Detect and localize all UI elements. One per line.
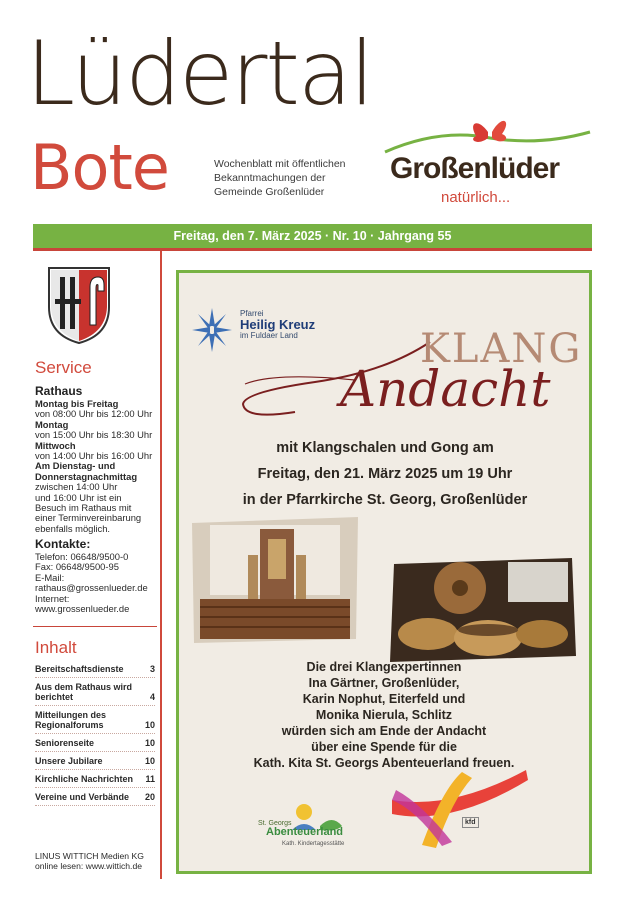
poster-description-line: Die drei Klangexpertinnen [306,660,462,674]
toc-label: Unsere Jubilare [35,756,103,766]
municipality-name: Großenlüder [390,152,560,185]
parish-label: Pfarrei [240,309,264,318]
hours-line: zwischen 14:00 Uhr [35,481,118,493]
event-info-line: mit Klangschalen und Gong am [276,440,494,456]
service-heading: Service [35,358,92,377]
hours-line: Besuch im Rathaus mit [35,502,132,514]
toc-label: Vereine und Verbände [35,792,130,802]
poster-description-line: über eine Spende für die [311,740,457,754]
hours-line: und 16:00 Uhr ist ein [35,491,122,503]
poster-description-line: würden sich am Ende der Andacht [281,724,487,738]
toc-page: 10 [144,738,155,748]
poster-klang: KLANG [420,326,583,372]
toc-label: Aus dem Rathaus wird berichtet [35,682,133,702]
masthead-title: Lüdertal [26,22,373,125]
toc-item[interactable] [35,678,155,706]
fax-number: Fax: 06648/9500-95 [35,561,119,573]
publisher-website[interactable]: online lesen: www.wittich.de [35,861,142,871]
hours-line: einer Terminvereinbarung [35,512,142,524]
kontakte-heading: Kontakte: [35,537,91,551]
colorful-swoosh-icon [392,770,532,850]
event-info-line: in der Pfarrkirche St. Georg, Großenlüder [242,492,528,508]
toc-page: 20 [144,792,155,802]
municipality-slogan: natürlich... [441,189,511,206]
toc-page: 10 [144,756,155,766]
kontakte-list [35,552,157,614]
masthead-tagline [214,157,374,199]
divider [33,248,592,251]
toc-item[interactable] [35,734,155,752]
poster-description-line: Monika Nierula, Schlitz [315,708,453,722]
poster-description-line: Kath. Kita St. Georgs Abenteuerland freuen. [253,756,515,770]
parish-title: Heilig Kreuz [240,317,316,332]
toc-label: Bereitschaftsdienste [35,664,124,674]
kita-name: Abenteuerland [266,826,344,838]
phone-number: Telefon: 06648/9500-0 [35,551,129,562]
rathaus-heading: Rathaus [35,384,83,398]
toc-page: 3 [149,664,155,674]
kfd-logo: kfd [462,817,479,828]
toc-label: Mitteilungen des Regionalforums [35,710,107,730]
coat-of-arms-icon [46,265,112,345]
singing-bowls-image [388,556,578,666]
toc-item[interactable] [35,752,155,770]
toc-item[interactable] [35,706,155,734]
table-of-contents [35,660,155,806]
tagline-line: Wochenblatt mit öffentlichen [214,158,346,170]
parish-region: im Fuldaer Land [240,331,298,340]
publisher-footer [35,851,144,871]
kita-label: St. Georgs [258,820,292,827]
hours-line: ebenfalls möglich. [35,522,111,534]
website-link[interactable]: www.grossenlueder.de [35,603,130,615]
event-info-line: Freitag, den 21. März 2025 um 19 Uhr [257,466,513,482]
publisher-name: LINUS WITTICH Medien KG [35,851,144,861]
toc-label: Kirchliche Nachrichten [35,774,134,784]
toc-page: 10 [144,720,155,730]
hours-line: von 15:00 Uhr bis 18:30 Uhr [35,429,153,441]
hours-line: Donnerstagnachmittag [35,470,138,482]
toc-item[interactable] [35,660,155,678]
issue-date-bar: Freitag, den 7. März 2025 · Nr. 10 · Jahrgang 55 [33,224,592,248]
poster-andacht: Andacht [340,360,551,418]
poster-description-line: Ina Gärtner, Großenlüder, [308,676,460,690]
municipality-logo [380,110,595,210]
tagline-line: Gemeinde Großenlüder [214,186,325,198]
column-divider [160,251,162,879]
email-label: E-Mail: [35,571,65,583]
hours-line: Mittwoch [35,439,76,451]
hours-line: von 14:00 Uhr bis 16:00 Uhr [35,450,153,462]
toc-item[interactable] [35,788,155,806]
hours-line: von 08:00 Uhr bis 12:00 Uhr [35,408,153,420]
poster-description-line: Karin Nophut, Eiterfeld und [302,692,466,706]
hours-line: Am Dienstag- und [35,460,116,472]
kita-subtitle: Kath. Kindertagesstätte [282,841,345,847]
internet-label: Internet: [35,592,70,604]
parish-sun-icon [190,306,234,354]
toc-label: Seniorenseite [35,738,95,748]
church-interior-image [190,515,360,645]
masthead-subtitle: Bote [30,131,169,204]
rathaus-hours [35,399,157,534]
tagline-line: Bekanntmachungen der [214,172,326,184]
hours-line: Montag [35,418,69,430]
contents-heading: Inhalt [35,638,77,657]
toc-page: 4 [149,692,155,702]
toc-item[interactable] [35,770,155,788]
divider [33,626,157,627]
toc-page: 11 [145,774,155,784]
hours-line: Montag bis Freitag [35,398,119,409]
email-link[interactable]: rathaus@grossenlueder.de [35,582,148,594]
